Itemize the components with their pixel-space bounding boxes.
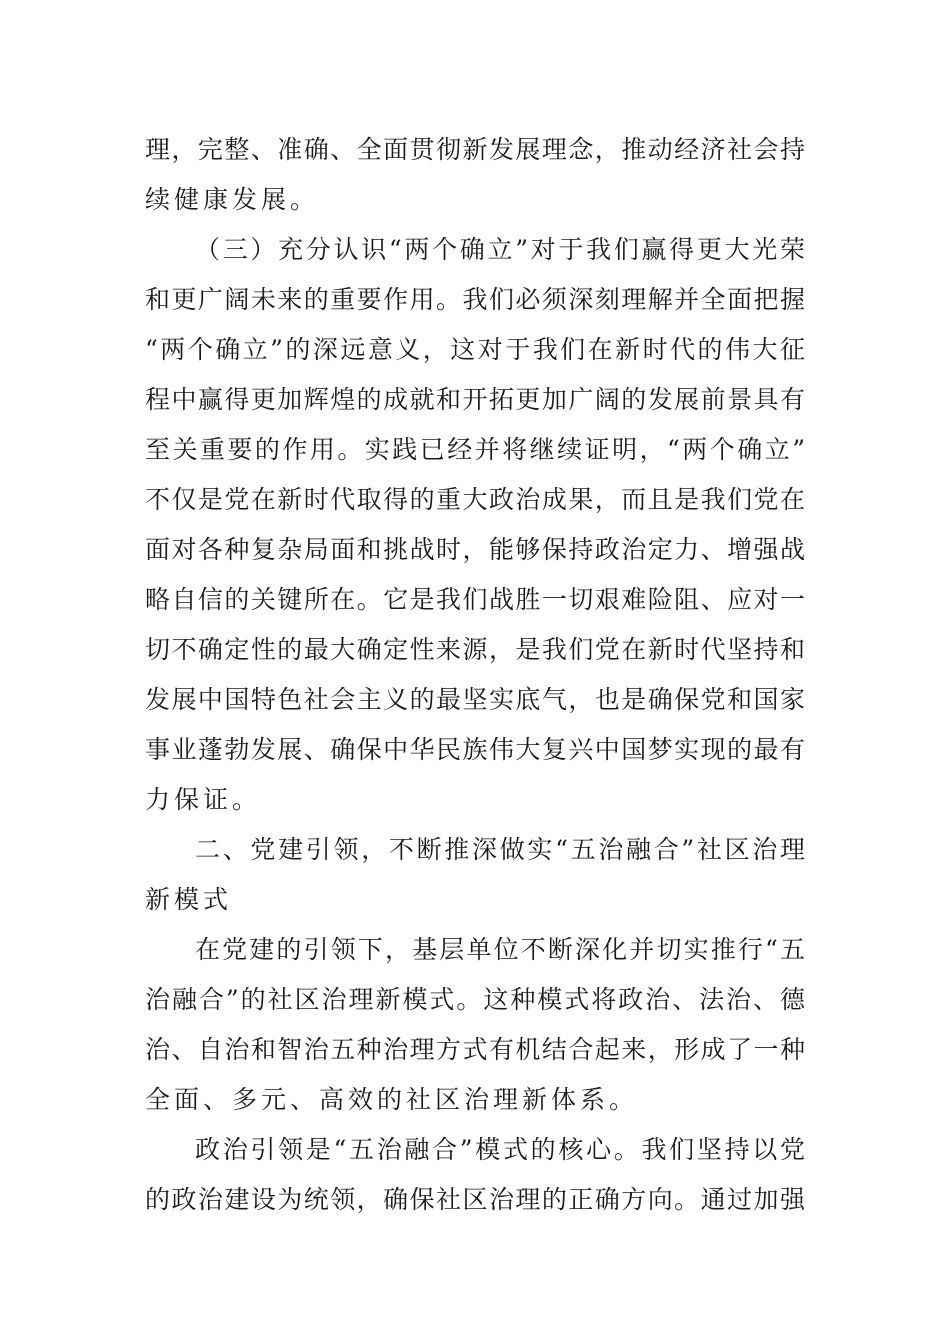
text-line: 切不确定性的最大确定性来源，是我们党在新时代坚持和 xyxy=(145,635,805,664)
text-line: “两个确立”的深远意义，这对于我们在新时代的伟大征 xyxy=(145,335,805,364)
text-line: 在党建的引领下，基层单位不断深化并切实推行“五 xyxy=(195,935,805,964)
text-line: 治、自治和智治五种治理方式有机结合起来，形成了一种 xyxy=(145,1035,805,1064)
text-line: 至关重要的作用。实践已经并将继续证明，“两个确立” xyxy=(145,435,805,464)
text-line: 发展中国特色社会主义的最坚实底气，也是确保党和国家 xyxy=(145,685,805,714)
text-line: 全面、多元、高效的社区治理新体系。 xyxy=(145,1085,639,1114)
section-heading-line: 二、党建引领，不断推深做实“五治融合”社区治理 xyxy=(195,835,805,864)
text-line: 治融合”的社区治理新模式。这种模式将政治、法治、德 xyxy=(145,985,805,1014)
text-line: 政治引领是“五治融合”模式的核心。我们坚持以党 xyxy=(195,1135,805,1164)
text-line: 力保证。 xyxy=(145,785,262,814)
text-line: 续健康发展。 xyxy=(145,185,320,214)
text-line: 事业蓬勃发展、确保中华民族伟大复兴中国梦实现的最有 xyxy=(145,735,805,764)
text-line: 和更广阔未来的重要作用。我们必须深刻理解并全面把握 xyxy=(145,285,805,314)
text-line: 理，完整、准确、全面贯彻新发展理念，推动经济社会持 xyxy=(145,135,805,164)
text-line: 面对各种复杂局面和挑战时，能够保持政治定力、增强战 xyxy=(145,535,805,564)
text-line: 程中赢得更加辉煌的成就和开拓更加广阔的发展前景具有 xyxy=(145,385,805,414)
text-line: 略自信的关键所在。它是我们战胜一切艰难险阻、应对一 xyxy=(145,585,805,614)
text-line: 不仅是党在新时代取得的重大政治成果，而且是我们党在 xyxy=(145,485,805,514)
section-heading-line: 新模式 xyxy=(145,885,233,914)
section-heading-line: （三）充分认识“两个确立”对于我们赢得更大光荣 xyxy=(195,235,805,264)
text-line: 的政治建设为统领，确保社区治理的正确方向。通过加强 xyxy=(145,1185,805,1214)
